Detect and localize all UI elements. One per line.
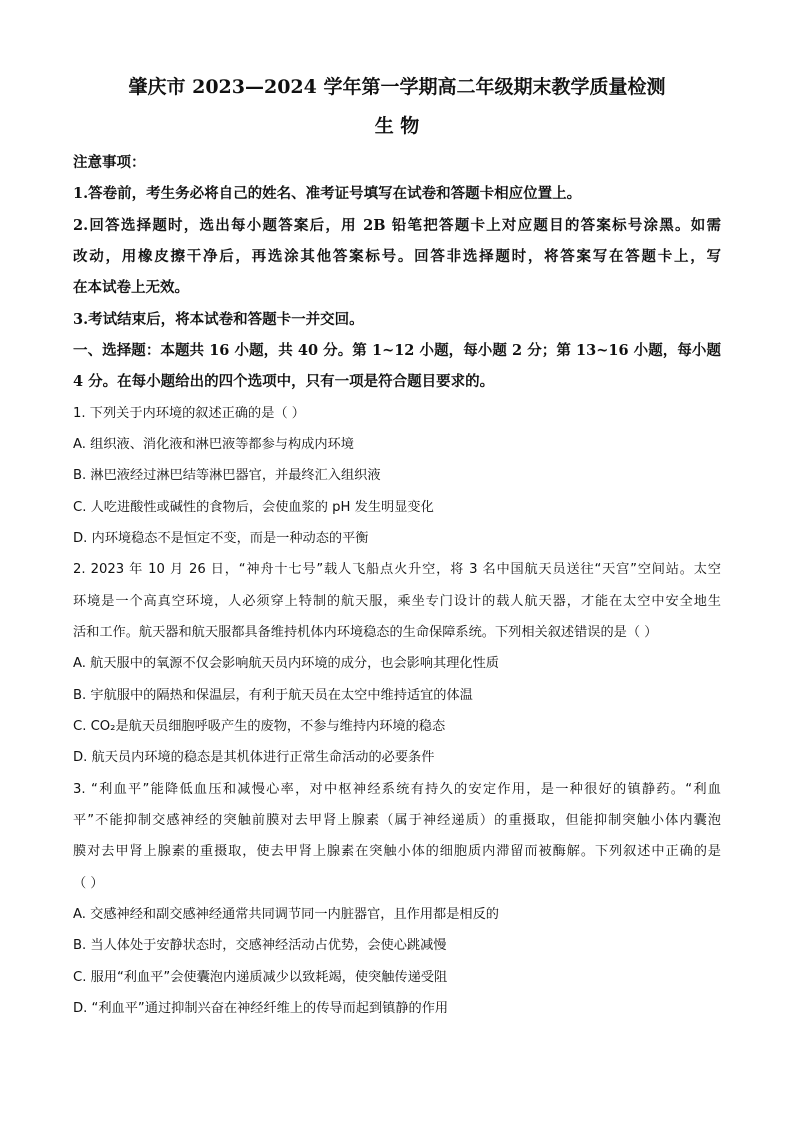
notice-item-2-cont: 改动，用橡皮擦干净后，再选涂其他答案标号。回答非选择题时，将答案写在答题卡上，写	[73, 248, 721, 265]
notice-item-2: 2.回答选择题时，选出每小题答案后，用 2B 铅笔把答题卡上对应题目的答案标号涂黑。如需	[73, 217, 721, 234]
section-heading-cont: 4 分。在每小题给出的四个选项中，只有一项是符合题目要求的。	[73, 373, 495, 390]
exam-title: 肇庆市 2023—2024 学年第一学期高二年级期末教学质量检测	[128, 76, 666, 98]
question-2-option-c: C. CO₂是航天员细胞呼吸产生的废物，不参与维持内环境的稳态	[73, 719, 446, 734]
question-2-option-b: B. 宇航服中的隔热和保温层，有利于航天员在太空中维持适宜的体温	[73, 688, 473, 703]
question-2-stem: 2. 2023 年 10 月 26 日，“神舟十七号”载人飞船点火升空，将 3 名中国航天员送往“天宫”空间站。太空	[73, 562, 721, 577]
question-3-option-a: A. 交感神经和副交感神经通常共同调节同一内脏器官，且作用都是相反的	[73, 907, 499, 922]
question-1-stem: 1. 下列关于内环境的叙述正确的是（ ）	[73, 406, 305, 421]
question-1-option-d: D. 内环境稳态不是恒定不变，而是一种动态的平衡	[73, 531, 369, 546]
question-3-stem: 3. “利血平”能降低血压和减慢心率，对中枢神经系统有持久的安定作用，是一种很好的镇静药。“利血	[73, 782, 721, 797]
notice-heading: 注意事项：	[73, 154, 146, 171]
question-3-stem: （ ）	[73, 876, 104, 891]
question-1-option-a: A. 组织液、消化液和淋巴液等都参与构成内环境	[73, 437, 354, 452]
question-3-stem: 平”不能抑制交感神经的突触前膜对去甲肾上腺素（属于神经递质）的重摄取，但能抑制突触小体内囊泡	[73, 813, 721, 828]
subject-title: 生 物	[374, 115, 420, 137]
question-2-option-d: D. 航天员内环境的稳态是其机体进行正常生命活动的必要条件	[73, 750, 435, 765]
notice-item-3: 3.考试结束后，将本试卷和答题卡一并交回。	[73, 311, 364, 328]
question-3-option-c: C. 服用“利血平”会使囊泡内递质减少以致耗竭，使突触传递受阻	[73, 970, 448, 985]
question-3-option-d: D. “利血平”通过抑制兴奋在神经纤维上的传导而起到镇静的作用	[73, 1001, 449, 1016]
question-2-stem: 环境是一个高真空环境，人必须穿上特制的航天服，乘坐专门设计的载人航天器，才能在太空中安全地生	[73, 594, 721, 609]
question-2-stem: 活和工作。航天器和航天服都具备维持机体内环境稳态的生命保障系统。下列相关叙述错误的是（ ）	[73, 625, 658, 640]
question-3-option-b: B. 当人体处于安静状态时，交感神经活动占优势，会使心跳减慢	[73, 938, 447, 953]
question-1-option-c: C. 人吃进酸性或碱性的食物后，会使血浆的 pH 发生明显变化	[73, 500, 434, 515]
section-heading: 一、选择题：本题共 16 小题，共 40 分。第 1~12 小题，每小题 2 分；第 13~16 小题，每小题	[73, 342, 721, 359]
question-3-stem: 膜对去甲肾上腺素的重摄取，使去甲肾上腺素在突触小体的细胞质内滞留而被酶解。下列叙述中正确的是	[73, 844, 721, 859]
notice-item-1: 1.答卷前，考生务必将自己的姓名、准考证号填写在试卷和答题卡相应位置上。	[73, 185, 582, 202]
question-1-option-b: B. 淋巴液经过淋巴结等淋巴器官，并最终汇入组织液	[73, 468, 381, 483]
question-2-option-a: A. 航天服中的氧源不仅会影响航天员内环境的成分，也会影响其理化性质	[73, 656, 499, 671]
notice-item-2-cont: 在本试卷上无效。	[73, 279, 189, 296]
